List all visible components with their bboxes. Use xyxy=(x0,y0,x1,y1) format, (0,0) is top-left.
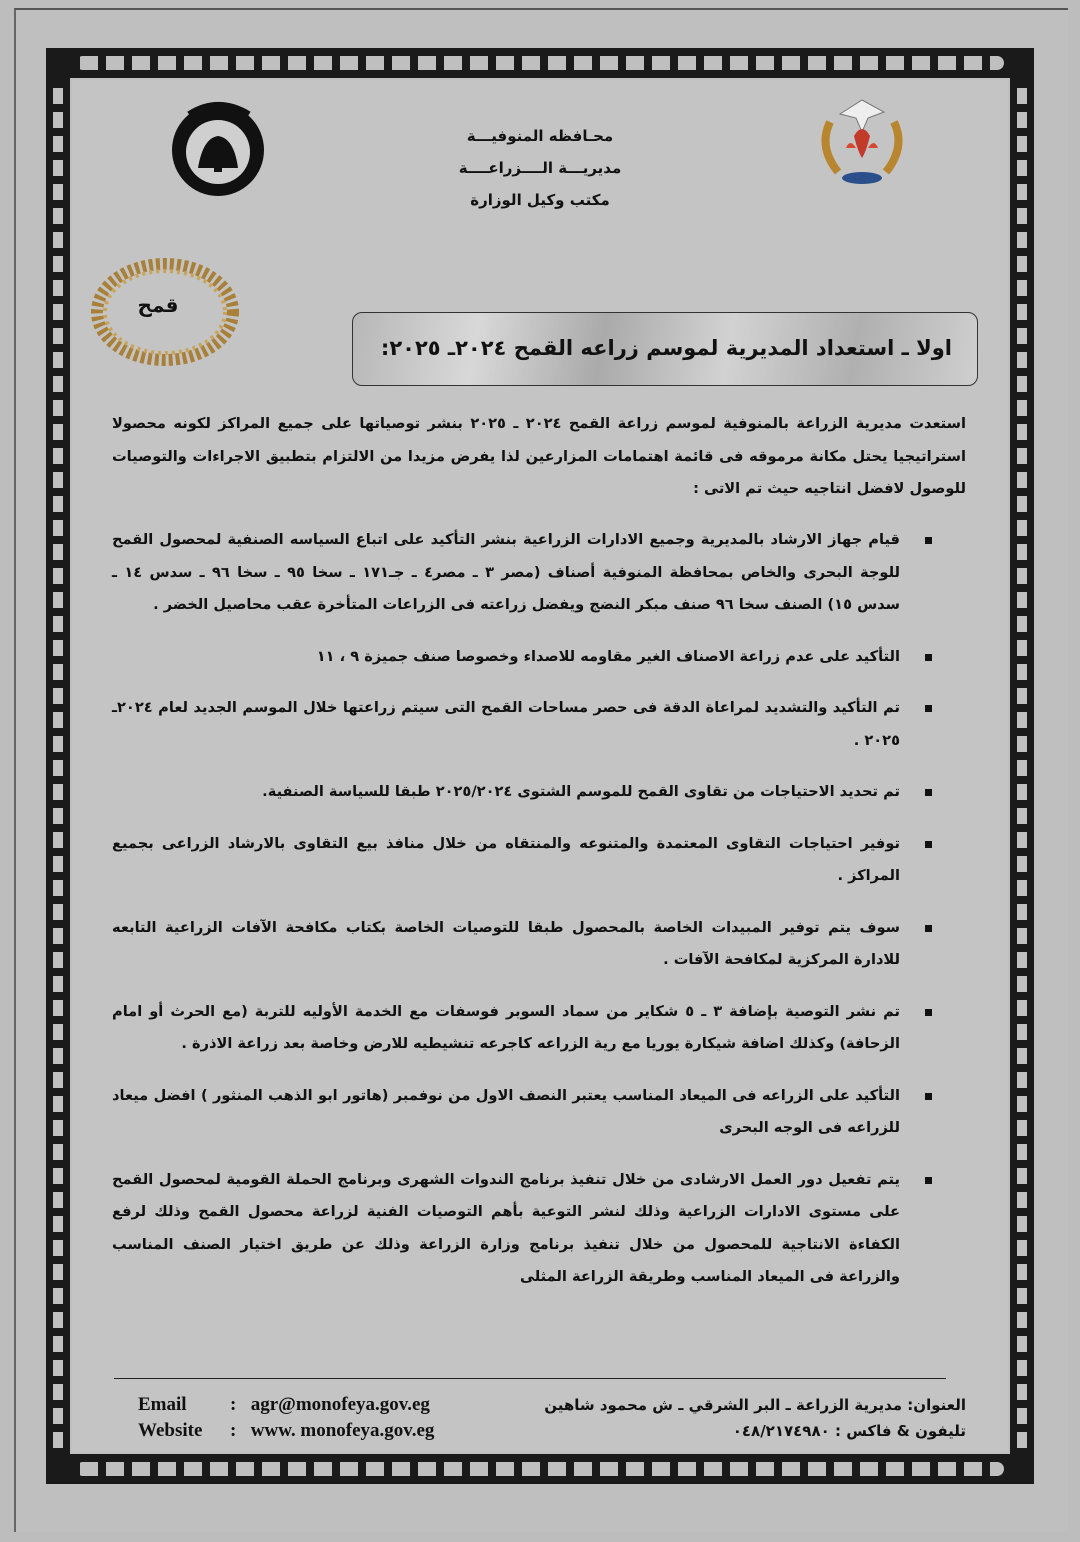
website-link[interactable]: www. monofeya.gov.eg xyxy=(250,1420,435,1441)
list-item: التأكيد على الزراعه فى الميعاد المناسب يعتبر النصف الاول من نوفمبر (هاتور ابو الذهب المنثور ) افضل ميعاد للزراعه فى الوجه البحرى xyxy=(112,1080,932,1145)
phone-fax: تليفون & فاكس : ٠٤٨/٢١٧٤٩٨٠ xyxy=(732,1422,966,1440)
bullet-icon xyxy=(925,1177,932,1184)
wheat-label: قمح xyxy=(137,293,179,317)
agriculture-directorate-logo xyxy=(168,98,268,198)
list-item: توفير احتياجات التقاوى المعتمدة والمتنوعه والمنتقاه من خلال منافذ بيع التقاوى بالارشاد الزراعى بجميع المراكز . xyxy=(112,828,932,893)
website-colon: : xyxy=(230,1420,237,1441)
governorate-name: محـافظه المنوفيـــة xyxy=(466,127,614,145)
email-colon: : xyxy=(230,1394,237,1415)
footer-contact-english xyxy=(138,1392,478,1444)
bullet-icon xyxy=(925,1093,932,1100)
address: العنوان: مديرية الزراعة ـ البر الشرقي ـ ش محمود شاهين xyxy=(544,1396,966,1414)
bullet-icon xyxy=(925,925,932,932)
frame-chain-top xyxy=(76,56,1004,70)
footer-contact-arabic xyxy=(520,1392,966,1444)
list-item: التأكيد على عدم زراعة الاصناف الغير مقاومه للاصداء وخصوصا صنف جميزة ٩ ، ١١ xyxy=(112,641,932,674)
office-name: مكتب وكيل الوزارة xyxy=(470,191,610,209)
list-item: تم نشر التوصية بإضافة ٣ ـ ٥ شكاير من سماد السوبر فوسفات مع الخدمة الأوليه للتربة (مع الحرث أو امام الزحافة) وكذلك اضافة شيكارة يوريا مع رية الزراعه كاجرعه تنشيطيه للارض وخاصة بعد زراعة الاذرة . xyxy=(112,996,932,1061)
directorate-name: مديريـــة الــــزراعــــة xyxy=(458,159,622,177)
recommendations-list xyxy=(112,524,932,1313)
letterhead xyxy=(380,120,700,216)
bullet-icon xyxy=(925,841,932,848)
bullet-icon xyxy=(925,705,932,712)
monufia-governorate-emblem xyxy=(810,92,914,192)
bullet-icon xyxy=(925,1009,932,1016)
list-item: سوف يتم توفير المبيدات الخاصة بالمحصول طبقا للتوصيات الخاصة بكتاب مكافحة الآفات الزراعية التابعه للادارة المركزية لمكافحة الآفات . xyxy=(112,912,932,977)
frame-chain-right xyxy=(1017,84,1027,1448)
bullet-icon xyxy=(925,789,932,796)
list-item: قيام جهاز الارشاد بالمديرية وجميع الادارات الزراعية بنشر التأكيد على اتباع السياسه الصنفية لمحصول القمح للوجة البحرى والخاص بمحافظة المنوفية أصناف (مصر ٣ ـ مصر٤ ـ جـ١٧١ ـ سخا ٩٥ ـ سخا ٩٦ ـ سدس ١٤ ـ سدس ١٥) الصنف سخا ٩٦ صنف مبكر النضج ويفضل زراعته فى الزراعات المتأخرة عقب محاصيل الخضر . xyxy=(112,524,932,622)
list-item: تم تحديد الاحتياجات من تقاوى القمح للموسم الشتوى ٢٠٢٥/٢٠٢٤ طبقا للسياسة الصنفية. xyxy=(112,776,932,809)
bullet-icon xyxy=(925,654,932,661)
bullet-icon xyxy=(925,537,932,544)
website-label: Website xyxy=(138,1420,203,1441)
email-link[interactable]: agr@monofeya.gov.eg xyxy=(250,1394,430,1415)
section-title: اولا ـ استعداد المديرية لموسم زراعه القمح ٢٠٢٤ـ ٢٠٢٥: xyxy=(380,336,952,360)
list-item: تم التأكيد والتشديد لمراعاة الدقة فى حصر مساحات القمح التى سيتم زراعتها خلال الموسم الجديد لعام ٢٠٢٤ـ ٢٠٢٥ . xyxy=(112,692,932,757)
list-item: يتم تفعيل دور العمل الارشادى من خلال تنفيذ برنامج الندوات الشهرى وبرنامج الحملة القومية لمحصول القمح على مستوى الادارات الزراعية وذلك لنشر التوعية بأهم التوصيات الفنية لزراعة محصول القمح وذلك لرفع الكفاءة الانتاجية للمحصول من خلال تنفيذ برنامج وزارة الزراعة وذلك عن طريق اختيار الصنف المناسب والزراعة فى الميعاد المناسب وطريقة الزراعة المثلى xyxy=(112,1164,932,1294)
frame-chain-bottom xyxy=(76,1462,1004,1476)
footer-divider xyxy=(114,1378,946,1379)
intro-paragraph: استعدت مديرية الزراعة بالمنوفية لموسم زراعة القمح ٢٠٢٤ ـ ٢٠٢٥ بنشر توصياتها على جميع المراكز لكونه محصولا استراتيجيا يحتل مكانة مرموقه فى قائمة اهتمامات المزارعين لذا يفرض مزيدا من الالتزام بتطبيق الاجراءات والتوصيات للوصول لافضل انتاجيه حيث تم الاتى : xyxy=(112,415,966,497)
email-label: Email xyxy=(138,1394,187,1415)
frame-chain-left xyxy=(53,84,63,1448)
